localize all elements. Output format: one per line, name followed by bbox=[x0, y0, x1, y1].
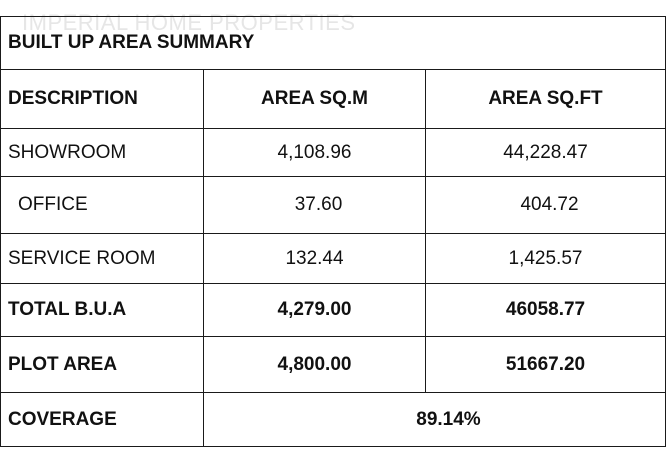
built-up-area-table bbox=[0, 16, 666, 447]
plot-area-sqft: 51667.20 bbox=[426, 337, 666, 393]
row-description: OFFICE bbox=[1, 177, 204, 234]
header-description: DESCRIPTION bbox=[1, 70, 204, 129]
table-header-row bbox=[1, 70, 666, 129]
row-area-sqm: 132.44 bbox=[204, 234, 426, 284]
plot-description: PLOT AREA bbox=[1, 337, 204, 393]
table-row bbox=[1, 129, 666, 177]
coverage-value: 89.14% bbox=[204, 393, 666, 447]
table-title: BUILT UP AREA SUMMARY bbox=[1, 17, 666, 70]
coverage-row bbox=[1, 393, 666, 447]
total-description: TOTAL B.U.A bbox=[1, 284, 204, 337]
watermark: IMPERIAL HOME PROPERTIES bbox=[22, 10, 356, 35]
header-area-sqm: AREA SQ.M bbox=[204, 70, 426, 129]
row-area-sqft: 404.72 bbox=[426, 177, 666, 234]
plot-area-sqm: 4,800.00 bbox=[204, 337, 426, 393]
total-area-sqft: 46058.77 bbox=[426, 284, 666, 337]
total-area-sqm: 4,279.00 bbox=[204, 284, 426, 337]
row-area-sqm: 4,108.96 bbox=[204, 129, 426, 177]
plot-row bbox=[1, 337, 666, 393]
row-area-sqm: 37.60 bbox=[204, 177, 426, 234]
table-row bbox=[1, 177, 666, 234]
row-description: SHOWROOM bbox=[1, 129, 204, 177]
total-row bbox=[1, 284, 666, 337]
coverage-description: COVERAGE bbox=[1, 393, 204, 447]
row-area-sqft: 1,425.57 bbox=[426, 234, 666, 284]
header-area-sqft: AREA SQ.FT bbox=[426, 70, 666, 129]
row-description: SERVICE ROOM bbox=[1, 234, 204, 284]
row-area-sqft: 44,228.47 bbox=[426, 129, 666, 177]
table-title-row bbox=[1, 17, 666, 70]
table-row bbox=[1, 234, 666, 284]
